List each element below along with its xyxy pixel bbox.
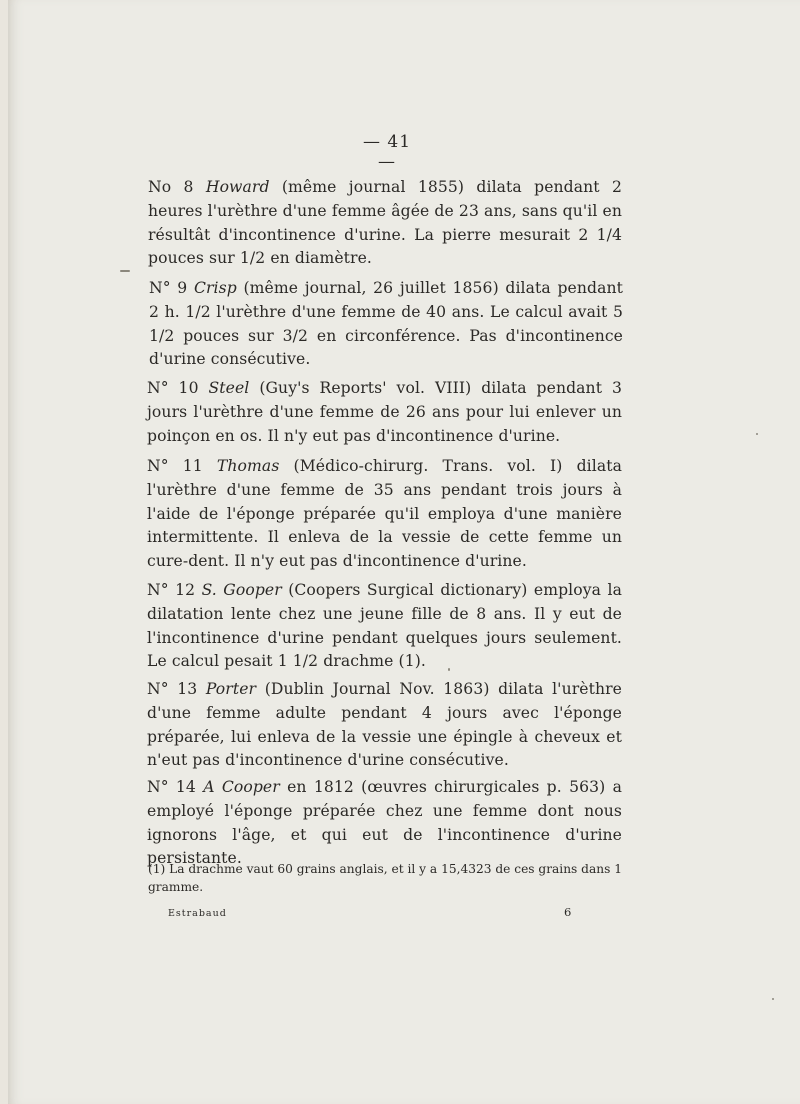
case-number: N° 11 bbox=[147, 457, 203, 475]
case-author: Porter bbox=[205, 680, 257, 698]
paper-speck bbox=[448, 668, 450, 671]
case-text: (Dublin Journal Nov. 1863) dilata l'urèthre d'une femme adulte pendant 4 jours avec l'éponge préparée, lui enleva de la vessie une épingle à cheveux et n'eut pas d'incontinence d'urine consécutive. bbox=[147, 680, 622, 770]
case-entry-13 bbox=[147, 678, 622, 773]
case-author: A Cooper bbox=[203, 778, 280, 796]
case-text: (Coopers Surgical dictionary) employa la dilatation lente chez une jeune fille de 8 ans. Il y eut de l'incontinence d'urine pendant quelques jours seulement. Le calcul pesait 1 1/2 drachme (1). bbox=[147, 581, 622, 671]
case-number: N° 9 bbox=[149, 279, 188, 297]
footnote: (1) La drachme vaut 60 grains anglais, et il y a 15,4323 de ces grains dans 1 gramme. bbox=[148, 862, 622, 894]
case-author: S. Gooper bbox=[201, 581, 282, 599]
case-entry-10 bbox=[147, 377, 622, 448]
case-number: N° 13 bbox=[147, 680, 198, 698]
case-entry-11 bbox=[147, 455, 622, 574]
case-number: N° 14 bbox=[147, 778, 196, 796]
case-author: Howard bbox=[205, 178, 270, 196]
printer-signature-mark: Estrabaud bbox=[168, 908, 227, 919]
case-text: (Médico-chirurg. Trans. vol. I) dilata l'urèthre d'une femme de 35 ans pendant trois jours à l'aide de l'éponge préparée qu'il employa d'une manière intermittente. Il enleva de la vessie de cette femme un cure-dent. Il n'y eut pas d'incontinence d'urine. bbox=[147, 457, 623, 571]
paper-speck bbox=[756, 433, 758, 435]
case-entry-9 bbox=[149, 277, 623, 372]
case-author: Thomas bbox=[216, 457, 280, 475]
case-entry-12 bbox=[147, 579, 622, 674]
case-text: (Guy's Reports' vol. VIII) dilata pendant 3 jours l'urèthre d'une femme de 26 ans pour lui enlever un poinçon en os. Il n'y eut pas d'incontinence d'urine. bbox=[147, 379, 622, 445]
case-author: Crisp bbox=[193, 279, 237, 297]
case-number: N° 12 bbox=[147, 581, 196, 599]
document-page bbox=[8, 0, 800, 1104]
page-number: — 41 — bbox=[362, 132, 412, 172]
case-entry-8 bbox=[148, 176, 622, 271]
case-number: N° 10 bbox=[147, 379, 199, 397]
sheet-number: 6 bbox=[564, 905, 572, 919]
case-entry-14 bbox=[147, 776, 622, 871]
case-number: No 8 bbox=[148, 178, 194, 196]
case-text: (même journal, 26 juillet 1856) dilata pendant 2 h. 1/2 l'urèthre d'une femme de 40 ans. Le calcul avait 5 1/2 pouces sur 3/2 en circonférence. Pas d'incontinence d'urine consécutive. bbox=[149, 279, 623, 369]
case-text: (même journal 1855) dilata pendant 2 heures l'urèthre d'une femme âgée de 23 ans, sans qu'il en résultât d'incontinence d'urine. La pierre mesurait 2 1/4 pouces sur 1/2 en diamètre. bbox=[148, 178, 622, 268]
case-author: Steel bbox=[208, 379, 250, 397]
case-text: en 1812 (œuvres chirurgicales p. 563) a employé l'éponge préparée chez une femme dont nous ignorons l'âge, et qui eut de l'incontinence d'urine persistante. bbox=[147, 778, 622, 868]
paper-speck bbox=[772, 998, 774, 1000]
paper-speck bbox=[120, 270, 130, 272]
